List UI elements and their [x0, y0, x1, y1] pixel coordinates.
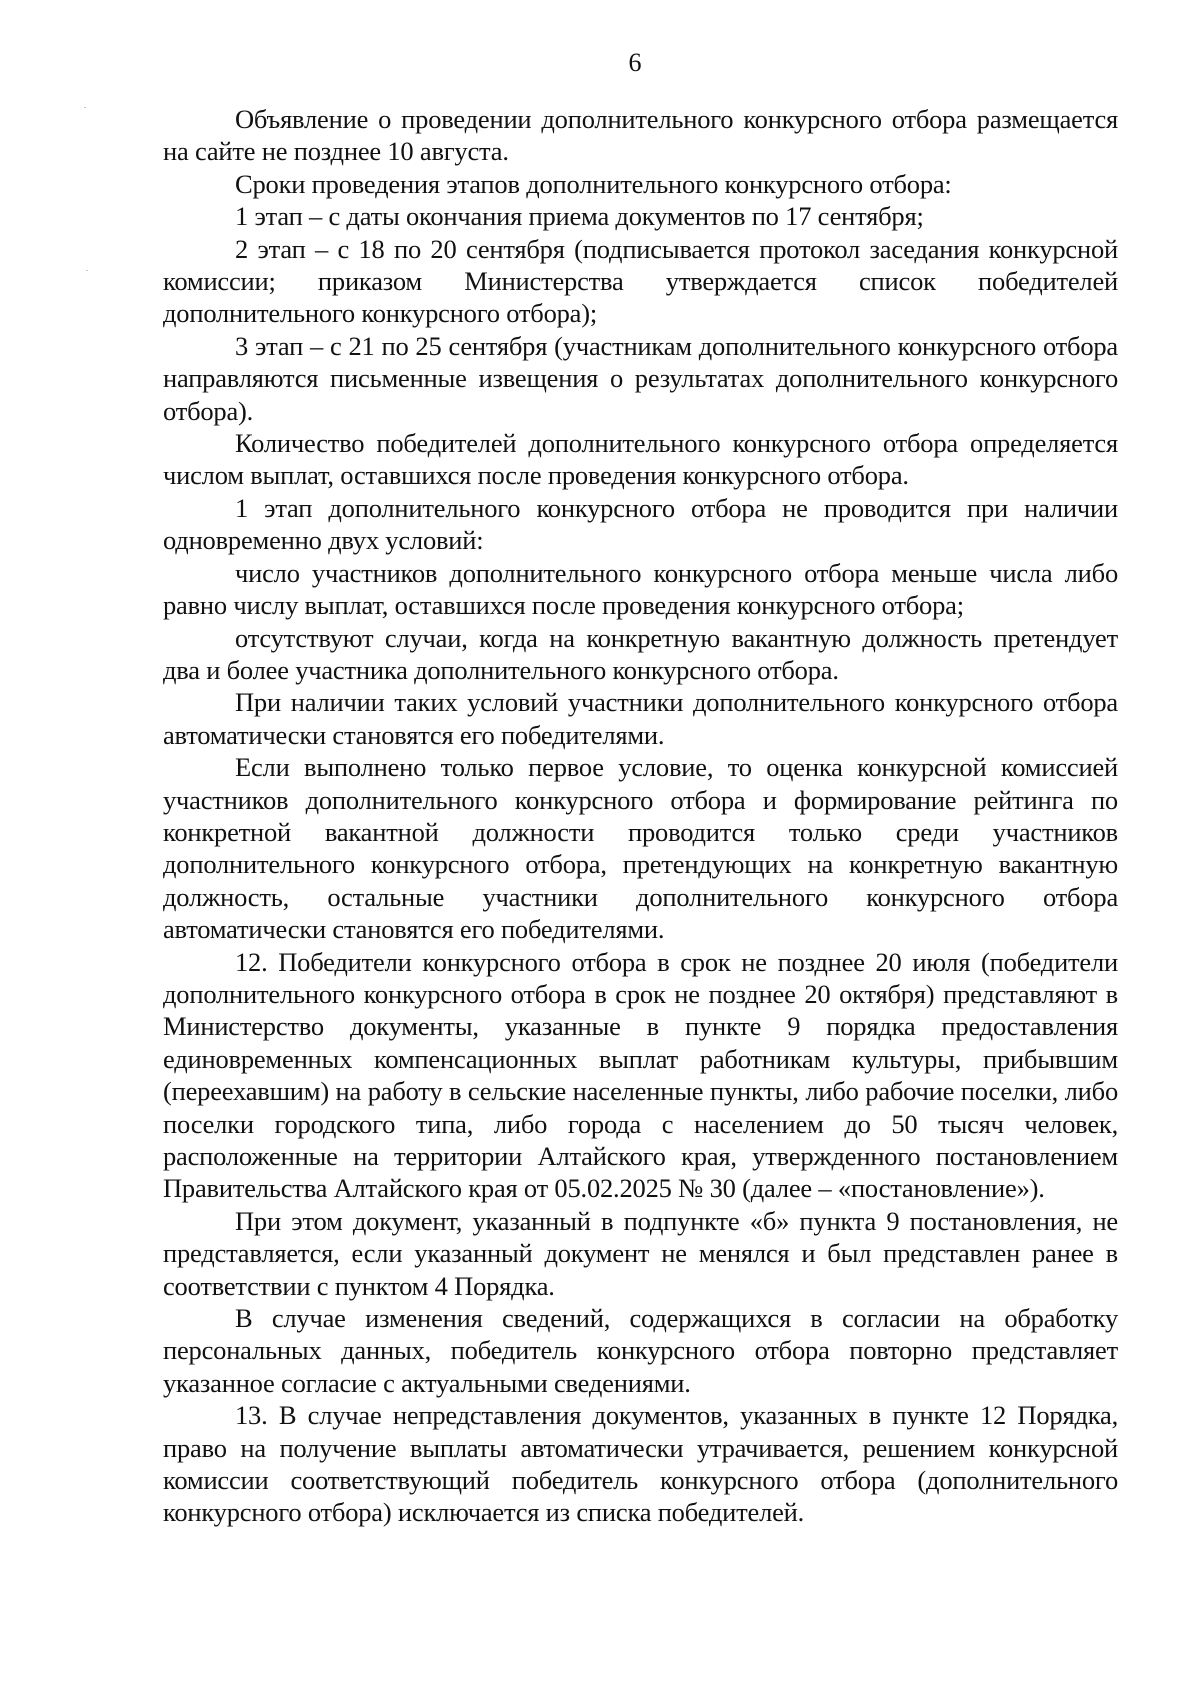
- paragraph-condition-1: число участников дополнительного конкурсного отбора меньше числа либо равно числу выплат, оставшихся после проведения конкурсного отбора;: [163, 557, 1118, 621]
- paragraph-stage-1-skip: 1 этап дополнительного конкурсного отбора не проводится при наличии одновременно двух условий:: [163, 492, 1118, 556]
- paragraph-first-condition-only: Если выполнено только первое условие, то оценка конкурсной комиссией участников дополнительного конкурсного отбора и формирование рейтинга по конкретной вакантной должности проводится только среди участников дополнительного конкурсного отбора, претендующих на конкретную вакантную должность, остальные участники дополнительного конкурсного отбора автоматически становятся его победителями.: [163, 752, 1118, 945]
- paragraph-document-exception: При этом документ, указанный в подпункте «б» пункта 9 постановления, не представляется, если указанный документ не менялся и был представлен ранее в соответствии с пунктом 4 Порядка.: [163, 1205, 1118, 1301]
- paragraph-announcement: Объявление о проведении дополнительного конкурсного отбора размещается на сайте не позднее 10 августа.: [163, 104, 1118, 167]
- page-number: 6: [628, 48, 642, 77]
- paragraph-winners-count: Количество победителей дополнительного конкурсного отбора определяется числом выплат, оставшихся после проведения конкурсного отбора.: [163, 428, 1118, 491]
- paragraph-stage-2: 2 этап – с 18 по 20 сентября (подписывается протокол заседания конкурсной комиссии; приказом Министерства утверждается список победителей дополнительного конкурсного отбора);: [163, 233, 1118, 329]
- document-body: [163, 103, 1118, 1529]
- scan-speck: [86, 270, 88, 271]
- paragraph-stages-intro: Сроки проведения этапов дополнительного конкурсного отбора:: [235, 168, 952, 199]
- paragraph-stage-1: 1 этап – с даты окончания приема документов по 17 сентября;: [235, 201, 924, 232]
- paragraph-stage-3: 3 этап – с 21 по 25 сентября (участникам дополнительного конкурсного отбора направляются письменные извещения о результатах дополнительного конкурсного отбора).: [163, 330, 1118, 426]
- paragraph-consent-change: В случае изменения сведений, содержащихся в согласии на обработку персональных данных, победитель конкурсного отбора повторно представляет указанное согласие с актуальными сведениями.: [163, 1303, 1118, 1398]
- paragraph-item-13: 13. В случае непредставления документов, указанных в пункте 12 Порядка, право на получение выплаты автоматически утрачивается, решением конкурсной комиссии соответствующий победитель конкурсного отбора (дополнительного конкурсного отбора) исключается из списка победителей.: [163, 1400, 1118, 1528]
- paragraph-auto-winners: При наличии таких условий участники дополнительного конкурсного отбора автоматически становятся его победителями.: [163, 687, 1118, 750]
- scan-speck: [84, 107, 86, 108]
- paragraph-condition-2: отсутствуют случаи, когда на конкретную вакантную должность претендует два и более участника дополнительного конкурсного отбора.: [163, 622, 1118, 685]
- paragraph-item-12: 12. Победители конкурсного отбора в срок не позднее 20 июля (победители дополнительного конкурсного отбора в срок не позднее 20 октября) представляют в Министерство документы, указанные в пункте 9 порядка предоставления единовременных компенсационных выплат работникам культуры, прибывшим (переехавшим) на работу в сельские населенные пункты, либо рабочие поселки, либо поселки городского типа, либо города с населением до 50 тысяч человек, расположенные на территории Алтайского края, утвержденного постановлением Правительства Алтайского края от 05.02.2025 № 30 (далее – «постановление»).: [163, 946, 1118, 1204]
